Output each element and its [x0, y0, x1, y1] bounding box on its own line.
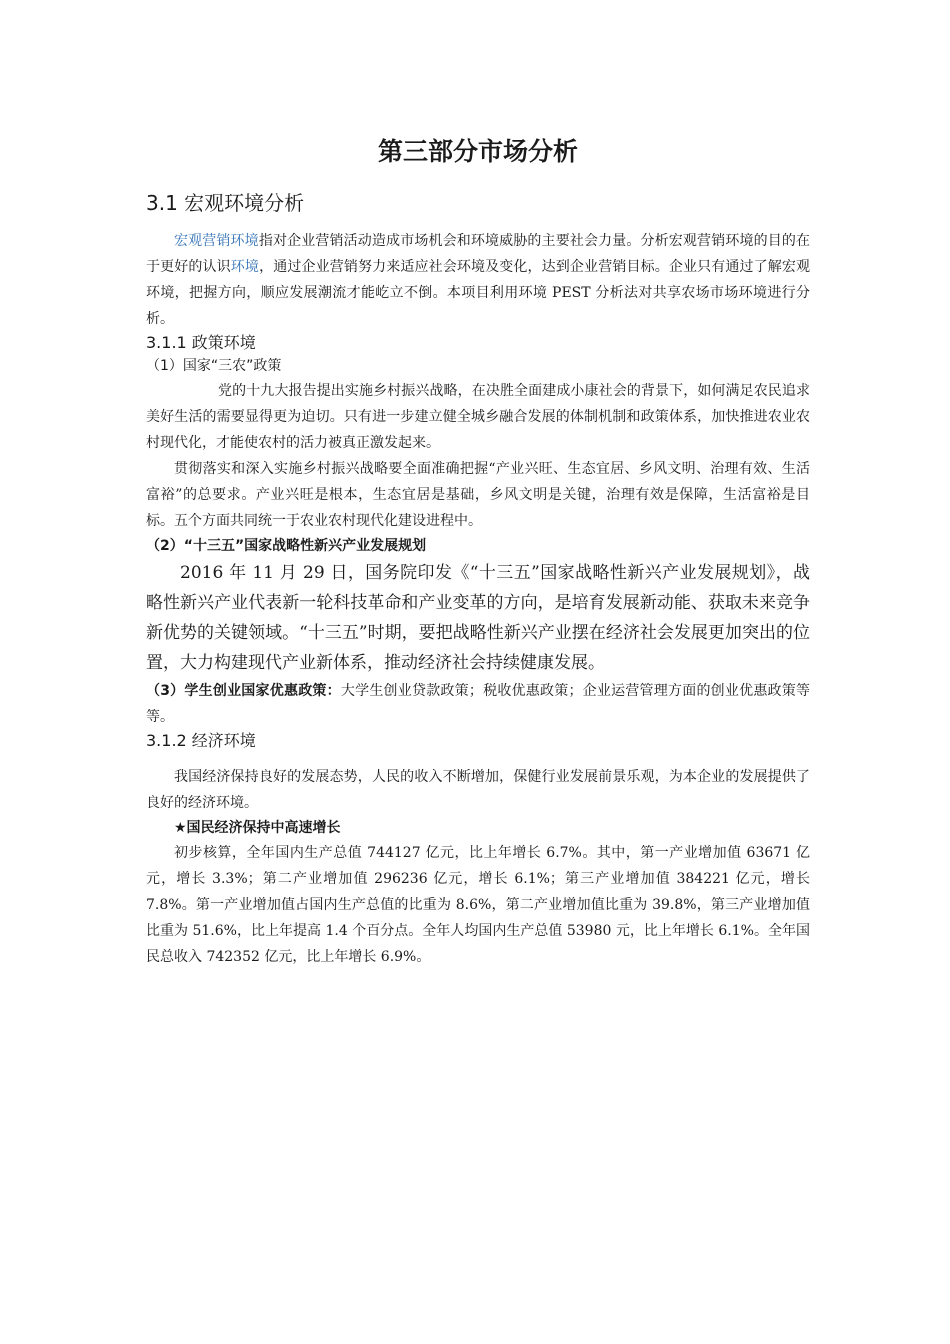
link-environment[interactable]: 环境 [230, 259, 260, 275]
section-heading-3-1-1: 3.1.1 政策环境 [146, 333, 256, 352]
policy2-paragraph: 2016 年 11 月 29 日，国务院印发《“十三五”国家战略性新兴产业发展规划》，战略性新兴产业代表新一轮科技革命和产业变革的方向，是培育发展新动能、获取未来竞争新优势的关键领域。“十三五”时期，要把战略性新兴产业摆在经济社会发展更加突出的位置，大力构建现代产业新体系，推动经济社会持续健康发展。 [146, 563, 810, 673]
section-heading-3-1-2: 3.1.2 经济环境 [146, 731, 256, 750]
policy3-text: 大学生创业贷款政策；税收优惠政策；企业运营管理方面的创业优惠政策等等。 [146, 683, 811, 725]
intro-paragraph [146, 228, 810, 332]
link-macro-marketing-environment[interactable]: 宏观营销环境 [174, 233, 259, 249]
policy3-heading: （3）学生创业国家优惠政策： [146, 683, 341, 699]
policy3-paragraph [146, 678, 810, 730]
section-heading-3-1: 3.1 宏观环境分析 [146, 191, 305, 215]
policy1-heading: （1）国家“三农”政策 [146, 358, 282, 374]
policy1-paragraph-2: 贯彻落实和深入实施乡村振兴战略要全面准确把握“产业兴旺、生态宜居、乡风文明、治理有效、生活富裕”的总要求。产业兴旺是根本，生态宜居是基础，乡风文明是关键，治理有效是保障，生活富裕是目标。五个方面共同统一于农业农村现代化建设进程中。 [146, 461, 810, 529]
econ-star-heading: ★国民经济保持中高速增长 [174, 820, 341, 836]
econ-paragraph-2: 初步核算，全年国内生产总值 744127 亿元，比上年增长 6.7%。其中，第一产业增加值 63671 亿元，增长 3.3%；第二产业增加值 296236 亿元，增长 6.1%；第三产业增加值 384221 亿元，增长 7.8%。第一产业增加值占国内生产总值的比重为 8.6%，第二产业增加值比重为 39.8%，第三产业增加值比重为 51.6%，比上年提高 1.4 个百分点。全年人均国内生产总值 53980 元，比上年增长 6.1%。全年国民总收入 742352 亿元，比上年增长 6.9%。 [146, 845, 810, 965]
intro-text-2: ，通过企业营销努力来适应社会环境及变化，达到企业营销目标。企业只有通过了解宏观环境，把握方向，顺应发展潮流才能屹立不倒。本项目利用环境 PEST 分析法对共享农场市场环境进行分析。 [146, 259, 811, 327]
policy2-heading-text: （2）“十三五”国家战略性新兴产业发展规划 [146, 538, 427, 554]
spacer [146, 752, 810, 764]
page-title: 第三部分市场分析 [377, 137, 578, 166]
econ-paragraph-1: 我国经济保持良好的发展态势，人民的收入不断增加，保健行业发展前景乐观，为本企业的发展提供了良好的经济环境。 [146, 769, 810, 811]
intro-text-1: 指对企业营销活动造成市场机会和环境威胁的主要社会力量。分析宏观营销环境的目的在于更好的认识 [146, 233, 811, 275]
policy1-paragraph-1: 党的十九大报告提出实施乡村振兴战略，在决胜全面建成小康社会的背景下，如何满足农民追求美好生活的需要显得更为迫切。只有进一步建立健全城乡融合发展的体制机制和政策体系，加快推进农业农村现代化，才能使农村的活力被真正激发起来。 [146, 383, 810, 451]
policy2-heading [146, 534, 810, 558]
document-page [146, 132, 810, 970]
